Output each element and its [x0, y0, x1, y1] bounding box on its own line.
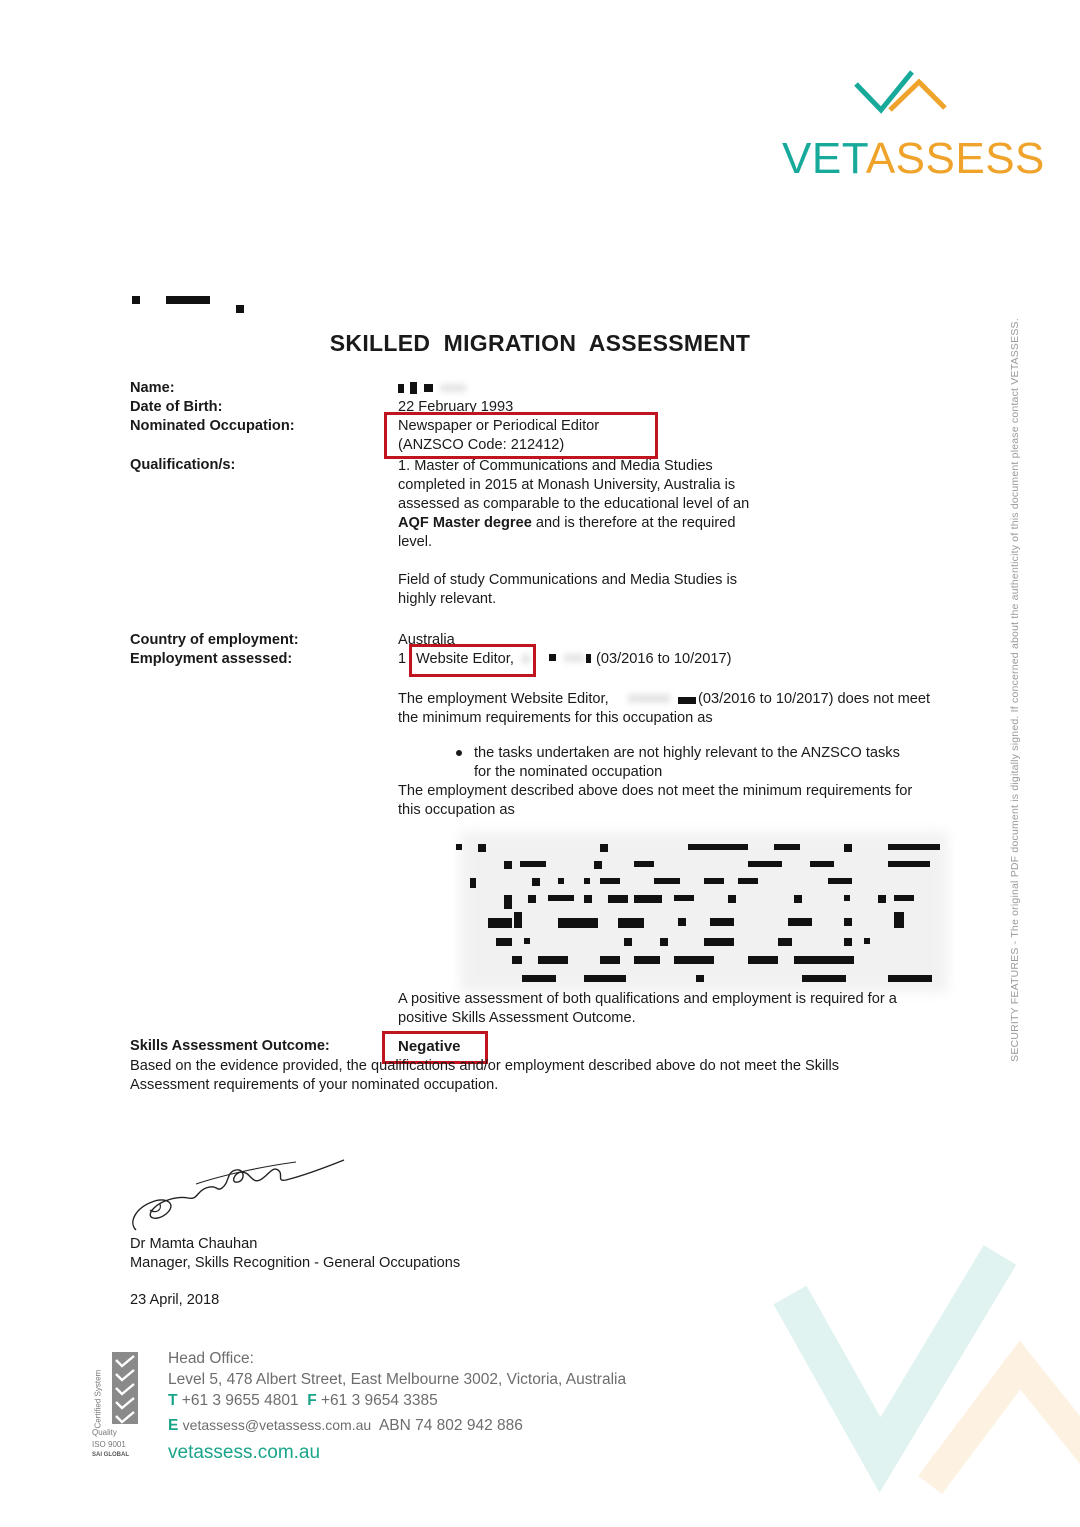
qual-line [398, 514, 749, 533]
field-line: Field of study Communications and Media Studies is [398, 572, 738, 588]
bullet-item [456, 744, 956, 782]
employment-paragraph [398, 690, 958, 728]
employment-number: 1 [398, 651, 407, 667]
phone-value: +61 3 9655 4801 [181, 1392, 299, 1409]
outcome-paragraph [130, 1057, 950, 1095]
redacted-block [448, 832, 948, 992]
qual-aqf-bold: AQF Master degree [398, 515, 532, 531]
abn-value: ABN 74 802 942 886 [378, 1417, 523, 1434]
page-title: SKILLED MIGRATION ASSESSMENT [329, 330, 751, 356]
footer-contact [168, 1348, 626, 1436]
fax-value: +61 3 9654 3385 [320, 1392, 438, 1409]
employment-dates: (03/2016 to 10/2017) [596, 651, 732, 667]
outcome-label: Skills Assessment Outcome: [130, 1038, 330, 1054]
outcome-value: Negative [398, 1038, 461, 1055]
cert-sai-label: SAI GLOBAL [92, 1452, 129, 1458]
country-label: Country of employment: [130, 632, 299, 648]
emp-para-line1a: The employment Website Editor, [398, 691, 609, 707]
logo-check-mark-icon [782, 62, 1022, 134]
name-label: Name: [130, 380, 175, 396]
positive-line: positive Skills Assessment Outcome. [398, 1010, 636, 1026]
outcome-line: Based on the evidence provided, the qualifications and/or employment described above do not meet the Skills [130, 1058, 840, 1074]
qual-line: completed in 2015 at Monash University, Australia is [398, 477, 736, 493]
signature-image [126, 1152, 356, 1232]
footer-address: Level 5, 478 Albert Street, East Melbourne 3002, Victoria, Australia [168, 1371, 627, 1388]
signatory-name: Dr Mamta Chauhan [130, 1236, 258, 1252]
logo-text-assess: ASSESS [865, 134, 1045, 183]
signatory-role: Manager, Skills Recognition - General Occupations [130, 1255, 461, 1271]
letter-date: 23 April, 2018 [130, 1292, 220, 1308]
outcome-line: Assessment requirements of your nominated occupation. [130, 1077, 499, 1093]
emp-para2-line: The employment described above does not meet the minimum requirements for [398, 783, 913, 799]
footer-email-line [168, 1415, 626, 1436]
phone-label: T [168, 1392, 178, 1409]
employment-paragraph-2 [398, 782, 958, 820]
cert-quality-label: Quality [92, 1428, 117, 1437]
logo-text-vet: VET [782, 134, 866, 183]
fax-label: F [307, 1392, 317, 1409]
employment-role: Website Editor, [416, 651, 514, 667]
qual-line4-rest: and is therefore at the required [531, 515, 736, 531]
bullet-dot-icon [456, 750, 462, 756]
qualification-text [398, 457, 749, 552]
qual-line: assessed as comparable to the educational level of an [398, 496, 750, 512]
occupation-value-line2: (ANZSCO Code: 212412) [398, 437, 565, 453]
vetassess-logo [782, 62, 1045, 184]
emp-para-line: the minimum requirements for this occupation as [398, 710, 713, 726]
occupation-value-line1: Newspaper or Periodical Editor [398, 418, 600, 434]
qual-line: level. [398, 534, 433, 550]
occupation-label: Nominated Occupation: [130, 418, 295, 434]
field-line: highly relevant. [398, 591, 497, 607]
footer-website[interactable]: vetassess.com.au [168, 1442, 321, 1463]
field-of-study-text [398, 571, 737, 609]
cert-iso-label: ISO 9001 [92, 1440, 126, 1449]
email-label: E [168, 1417, 179, 1434]
qual-line: 1. Master of Communications and Media Studies [398, 458, 713, 474]
footer-phone-line [168, 1390, 626, 1411]
cert-check-icon [112, 1352, 138, 1424]
security-sidebar-text: SECURITY FEATURES - The original PDF document is digitally signed. If concerned about the authenticity of this document please contact VETASSESS. [1009, 318, 1021, 1062]
head-office-label: Head Office: [168, 1350, 254, 1367]
positive-line: A positive assessment of both qualifications and employment is required for a [398, 991, 897, 1007]
signatory-block [130, 1235, 460, 1273]
background-watermark [770, 1215, 1080, 1515]
occupation-highlight-box [384, 412, 658, 459]
emp-para2-line: this occupation as [398, 802, 515, 818]
country-value: Australia [398, 632, 455, 648]
employment-label: Employment assessed: [130, 651, 293, 667]
emp-para-line1b: (03/2016 to 10/2017) does not meet [698, 691, 931, 707]
employment-highlight-box [409, 644, 536, 677]
bullet-line: for the nominated occupation [474, 764, 663, 780]
email-value[interactable]: vetassess@vetassess.com.au [182, 1417, 372, 1433]
positive-note [398, 990, 958, 1028]
redaction-marks [448, 832, 948, 992]
qualification-label: Qualification/s: [130, 457, 236, 473]
dob-value: 22 February 1993 [398, 399, 514, 415]
dob-label: Date of Birth: [130, 399, 223, 415]
bullet-line: the tasks undertaken are not highly relevant to the ANZSCO tasks [474, 745, 900, 761]
cert-system-label: Certified System [93, 1369, 103, 1429]
certification-badge [90, 1352, 150, 1462]
